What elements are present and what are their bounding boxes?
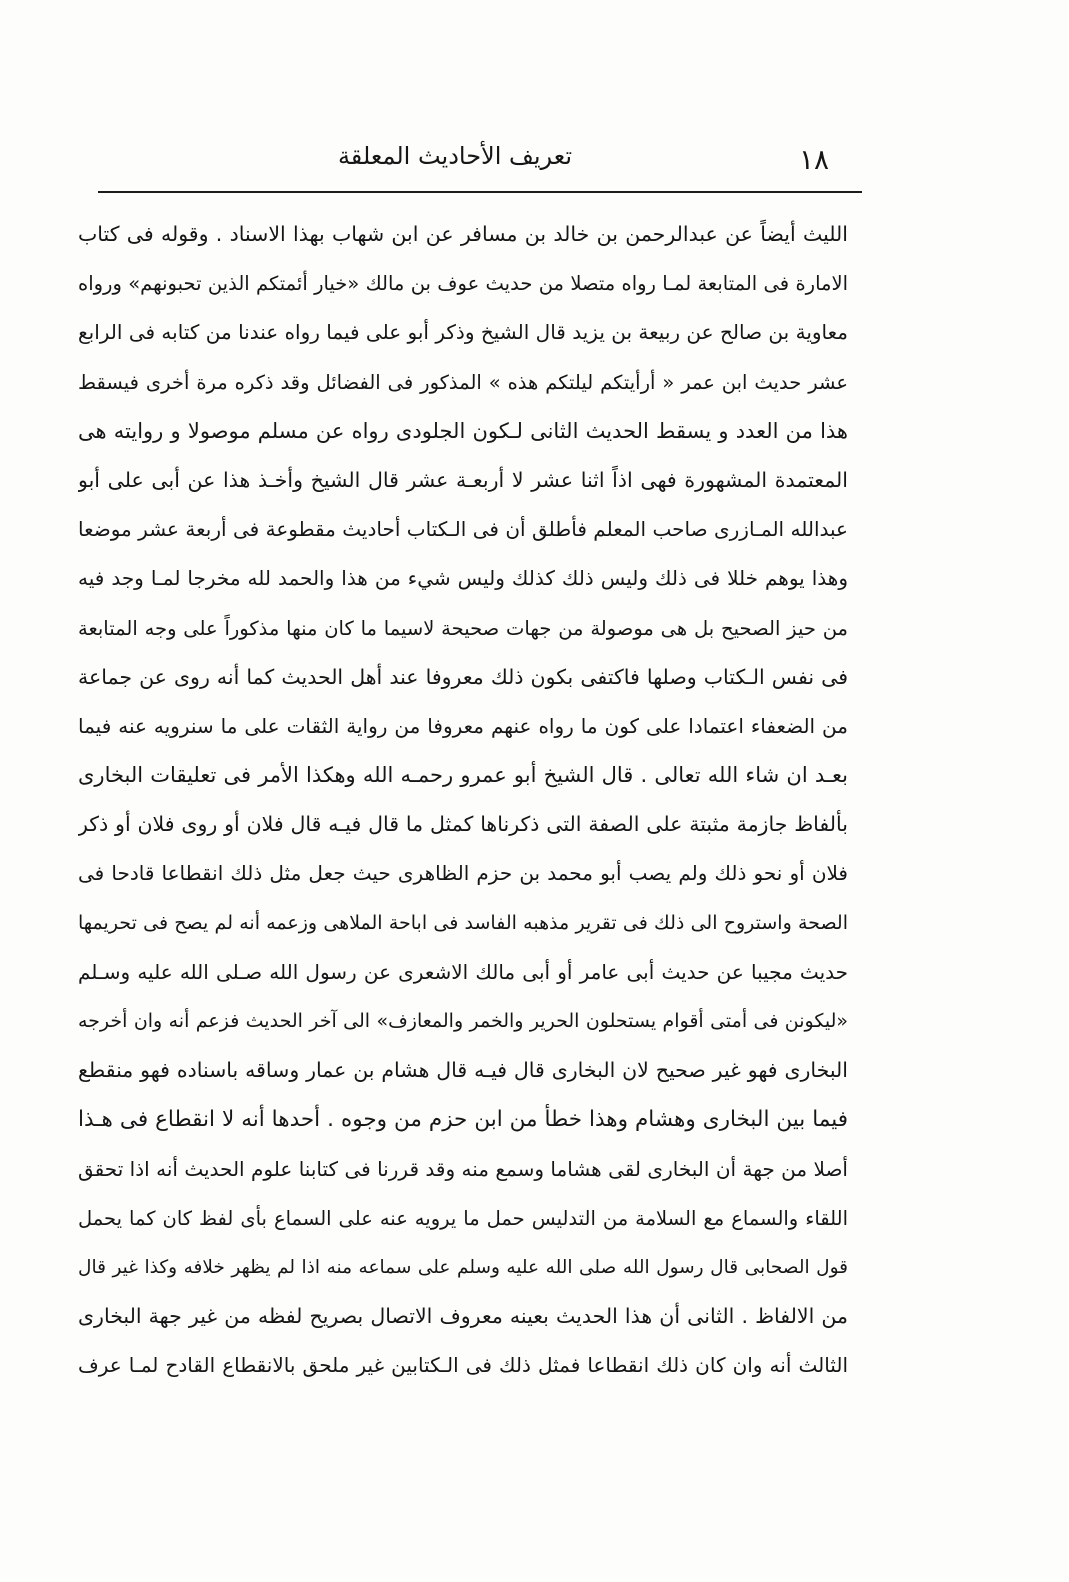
page-number: ١٨ [798,143,830,176]
text-line: بعـد ان شاء الله تعالى . قال الشيخ أبو عمرو رحمـه الله وهكذا الأمر فى تعليقات البخارى [78,763,848,788]
text-line: بألفاظ جازمة مثبتة على الصفة التى ذكرناها كمثل ما قال فيـه قال فلان أو روى فلان أو ذكر [78,812,848,837]
text-line: هذا من العدد و يسقط الحديث الثانى لـكون الجلودى رواه عن مسلم موصولا و روايته هى [78,418,848,443]
text-line: الامارة فى المتابعة لمـا رواه متصلا من حديث عوف بن مالك «خيار أئمتكم الذين تحبونهم» ورواه [78,272,848,296]
text-line: وهذا يوهم خللا فى ذلك وليس ذلك كذلك وليس شيء من هذا والحمد لله مخرجا لمـا وجد فيه [78,566,848,591]
text-line: من الضعفاء اعتمادا على كون ما رواه عنهم معروفا من رواية الثقات على ما سنرويه عنه فيما [78,713,848,738]
text-line: فلان أو نحو ذلك ولم يصب أبو محمد بن حزم الظاهرى حيث جعل مثل ذلك انقطاعا قادحا فى [78,861,848,886]
text-line: فى نفس الـكتاب وصلها فاكتفى بكون ذلك معروفا عند أهل الحديث كما أنه روى عن جماعة [78,664,848,689]
text-line: فيما بين البخارى وهشام وهذا خطأ من ابن حزم من وجوه . أحدها أنه لا انقطاع فى هـذا [78,1107,848,1133]
text-line: أصلا من جهة أن البخارى لقى هشاما وسمع منه وقد قررنا فى كتابنا علوم الحديث أنه اذا تحقق [78,1156,848,1181]
text-line: عبدالله المـازرى صاحب المعلم فأطلق أن فى الـكتاب أحاديث مقطوعة فى أربعة عشر موضعا [78,517,848,542]
text-line: الصحة واستروح الى ذلك فى تقرير مذهبه الفاسد فى اباحة الملاهى وزعمه أنه لم يصح فى تحريمها [78,911,848,934]
text-line: قول الصحابى قال رسول الله صلى الله عليه وسلم على سماعه منه اذا لم يظهر خلافه وكذا غير قال [78,1256,848,1278]
text-line: المعتمدة المشهورة فهى اذاً اثنا عشر لا أربعـة عشر قال الشيخ وأخـذ هذا عن أبى على أبو [78,467,848,492]
header-rule [98,191,862,193]
text-line: «ليكونن فى أمتى أقوام يستحلون الحرير والخمر والمعازف» الى آخر الحديث فزعم أنه وان أخرجه [78,1010,848,1032]
text-line: الثالث أنه وان كان ذلك انقطاعا فمثل ذلك فى الـكتابين غير ملحق بالانقطاع القادح لمـا عرف [78,1353,848,1378]
text-line: عشر حديث ابن عمر « أرأيتكم ليلتكم هذه » المذكور فى الفضائل وقد ذكره مرة أخرى فيسقط [78,370,848,394]
body-text [78,210,848,1391]
running-title: تعريف الأحاديث المعلقة [337,142,573,170]
text-line: حديث مجيبا عن حديث أبى عامر أو أبى مالك الاشعرى عن رسول الله صـلى الله عليه وسـلم [78,959,848,984]
text-line: من الالفاظ . الثانى أن هذا الحديث بعينه معروف الاتصال بصريح لفظه من غير جهة البخارى [78,1304,848,1329]
text-line: من حيز الصحيح بل هى موصولة من جهات صحيحة لاسيما ما كان منها مذكوراً على وجه المتابعة [78,616,848,640]
text-line: البخارى فهو غير صحيح لان البخارى قال فيـه قال هشام بن عمار وساقه باسناده فهو منقطع [78,1058,848,1083]
text-line: الليث أيضاً عن عبدالرحمن بن خالد بن مسافر عن ابن شهاب بهذا الاسناد . وقوله فى كتاب [78,222,848,246]
text-line: معاوية بن صالح عن ربيعة بن يزيد قال الشيخ وذكر أبو على فيما رواه عندنا من كتابه فى الرابع [78,320,848,345]
text-line: اللقاء والسماع مع السلامة من التدليس حمل ما يرويه عنه على السماع بأى لفظ كان كما يحمل [78,1206,848,1230]
